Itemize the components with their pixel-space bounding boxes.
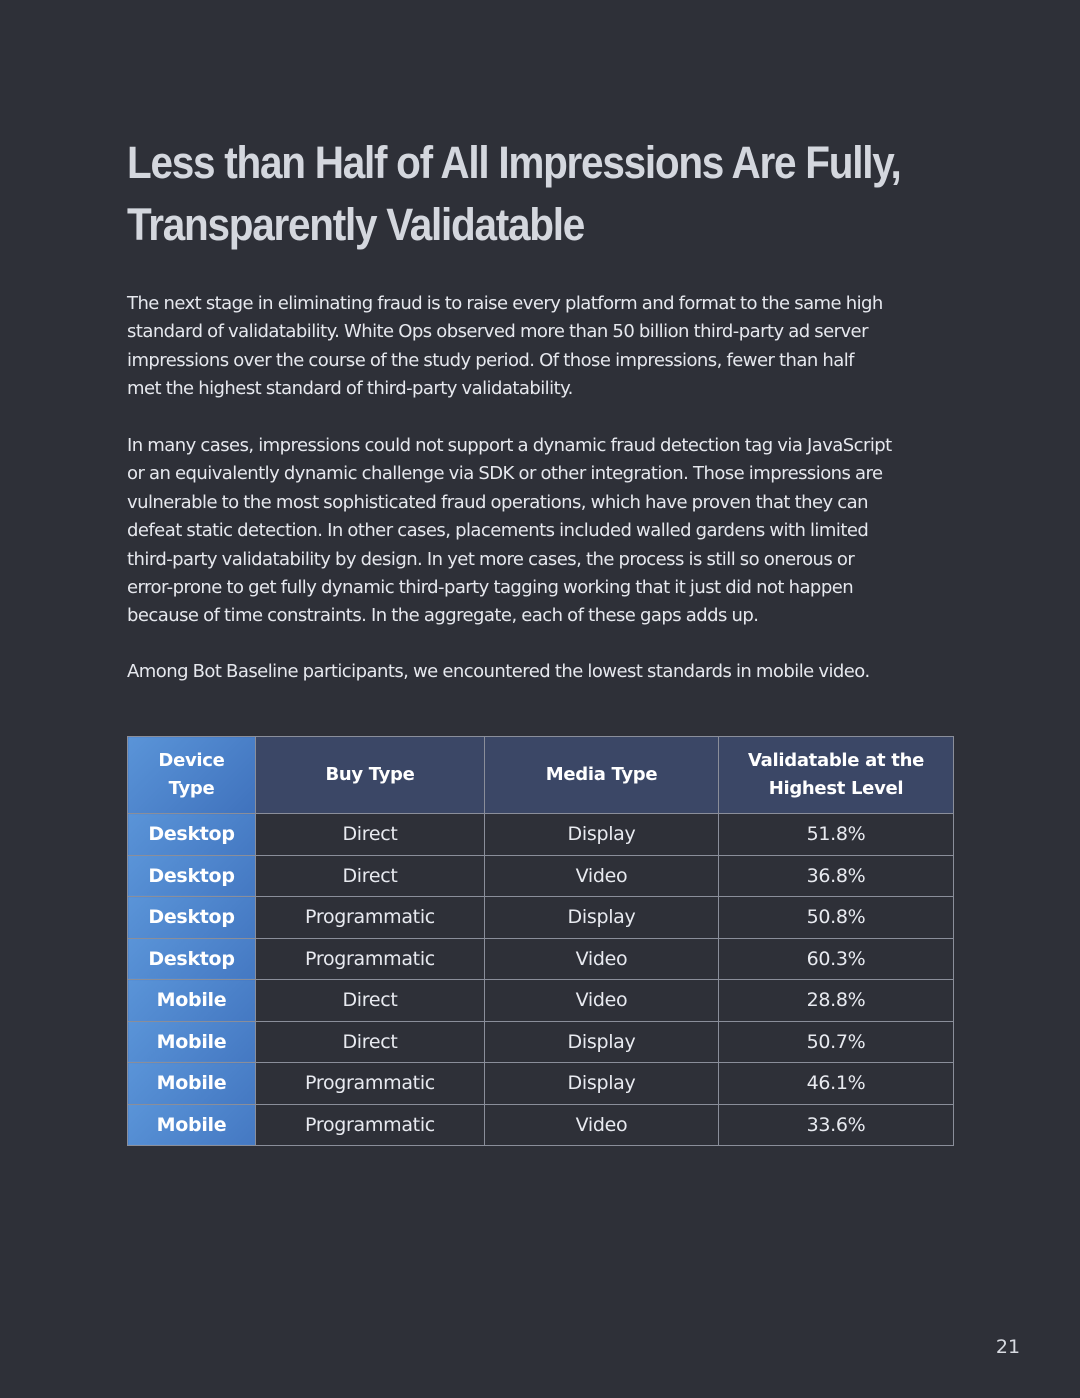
table-header-row xyxy=(128,737,954,814)
device-type-cell: Mobile xyxy=(128,980,256,1022)
table-row xyxy=(128,980,954,1022)
media-type-cell: Display xyxy=(485,1021,719,1063)
paragraph-line: Among Bot Baseline participants, we encountered the lowest standards in mobile video. xyxy=(127,661,870,682)
page-title-line-2: Transparently Validatable xyxy=(127,199,584,250)
paragraph-mobile-video xyxy=(127,658,957,686)
paragraph-line: third-party validatability by design. In yet more cases, the process is still so onerous or xyxy=(127,548,855,570)
validatable-cell: 50.7% xyxy=(719,1021,954,1063)
header-buy-type: Buy Type xyxy=(256,737,485,814)
media-type-cell: Display xyxy=(485,814,719,856)
device-type-cell: Desktop xyxy=(128,855,256,897)
paragraph-line: vulnerable to the most sophisticated fraud operations, which have proven that they can xyxy=(127,491,868,513)
paragraph-line: defeat static detection. In other cases, placements included walled gardens with limited xyxy=(127,520,869,542)
buy-type-cell: Programmatic xyxy=(256,897,485,939)
media-type-cell: Video xyxy=(485,855,719,897)
table-row xyxy=(128,1104,954,1146)
buy-type-cell: Programmatic xyxy=(256,938,485,980)
media-type-cell: Display xyxy=(485,1063,719,1105)
device-type-cell: Mobile xyxy=(128,1063,256,1105)
table-row xyxy=(128,814,954,856)
table-row xyxy=(128,1063,954,1105)
device-type-cell: Mobile xyxy=(128,1104,256,1146)
table-row xyxy=(128,938,954,980)
paragraph-intro xyxy=(127,290,957,404)
media-type-cell: Display xyxy=(485,897,719,939)
paragraph-line: In many cases, impressions could not support a dynamic fraud detection tag via JavaScript xyxy=(127,435,892,456)
validatable-cell: 46.1% xyxy=(719,1063,954,1105)
buy-type-cell: Direct xyxy=(256,814,485,856)
device-type-cell: Desktop xyxy=(128,938,256,980)
device-type-cell: Desktop xyxy=(128,897,256,939)
table-row xyxy=(128,897,954,939)
paragraph-line: because of time constraints. In the aggregate, each of these gaps adds up. xyxy=(127,605,759,627)
header-device-type xyxy=(128,737,256,814)
table-row xyxy=(128,1021,954,1063)
device-type-cell: Mobile xyxy=(128,1021,256,1063)
page-number: 21 xyxy=(995,1336,1021,1358)
validatable-cell: 60.3% xyxy=(719,938,954,980)
buy-type-cell: Direct xyxy=(256,855,485,897)
media-type-cell: Video xyxy=(485,938,719,980)
validatable-cell: 51.8% xyxy=(719,814,954,856)
paragraph-cases xyxy=(127,432,957,631)
media-type-cell: Video xyxy=(485,980,719,1022)
buy-type-cell: Programmatic xyxy=(256,1104,485,1146)
header-device-type-line-1: Device xyxy=(158,750,225,771)
buy-type-cell: Direct xyxy=(256,1021,485,1063)
buy-type-cell: Programmatic xyxy=(256,1063,485,1105)
validatable-cell: 33.6% xyxy=(719,1104,954,1146)
header-media-type: Media Type xyxy=(485,737,719,814)
header-device-type-line-2: Type xyxy=(168,778,215,799)
paragraph-line: met the highest standard of third-party validatability. xyxy=(127,378,573,400)
media-type-cell: Video xyxy=(485,1104,719,1146)
validatable-cell: 28.8% xyxy=(719,980,954,1022)
page-title xyxy=(127,132,919,256)
paragraph-line: impressions over the course of the study period. Of those impressions, fewer than half xyxy=(127,349,854,371)
header-validatable xyxy=(719,737,954,814)
page-title-line-1: Less than Half of All Impressions Are Fully, xyxy=(127,137,901,188)
paragraph-line: or an equivalently dynamic challenge via SDK or other integration. Those impressions are xyxy=(127,463,883,485)
buy-type-cell: Direct xyxy=(256,980,485,1022)
validatable-cell: 50.8% xyxy=(719,897,954,939)
table-row xyxy=(128,855,954,897)
paragraph-line: standard of validatability. White Ops observed more than 50 billion third-party ad server xyxy=(127,321,868,343)
header-validatable-line-1: Validatable at the xyxy=(748,750,924,771)
device-type-cell: Desktop xyxy=(128,814,256,856)
validatable-cell: 36.8% xyxy=(719,855,954,897)
header-validatable-line-2: Highest Level xyxy=(768,778,904,799)
paragraph-line: error-prone to get fully dynamic third-party tagging working that it just did not happen xyxy=(127,577,854,599)
paragraph-line: The next stage in eliminating fraud is to raise every platform and format to the same high xyxy=(127,293,883,314)
validatability-table xyxy=(127,736,954,1146)
